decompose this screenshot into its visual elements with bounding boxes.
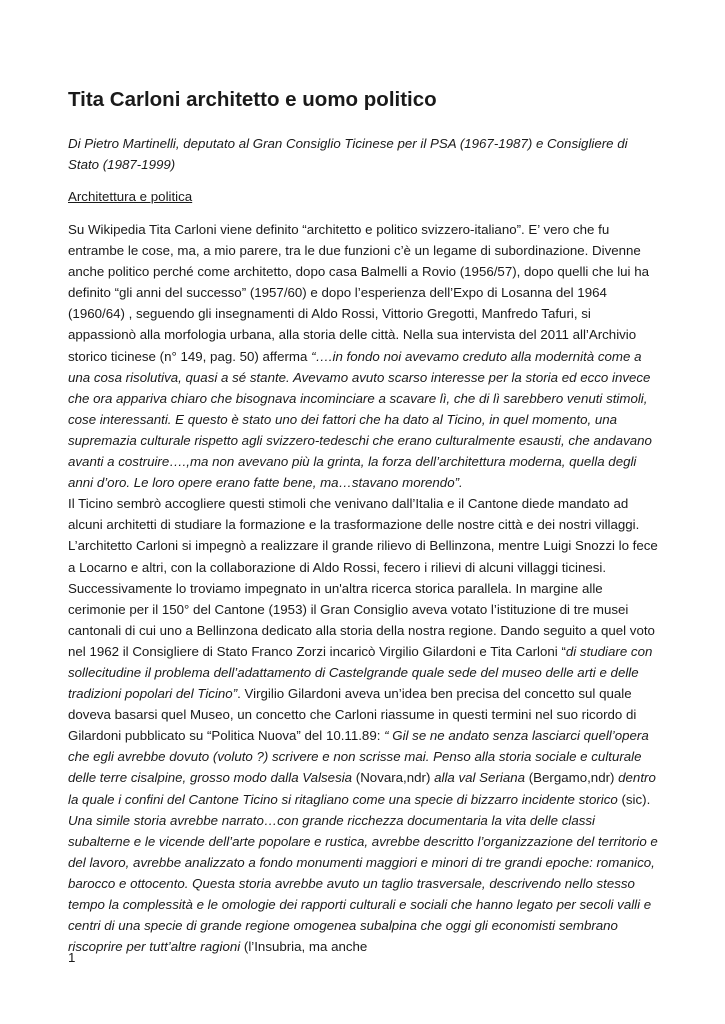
paragraph-2-quote-3: alla val Seriana (434, 770, 529, 786)
paragraph-1-text: Su Wikipedia Tita Carloni viene definito “architetto e politico svizzero-italiano”. E’ vero che fu entrambe le cose, ma, a mio parere, tra le due funzioni c’è un legame di subordinazione. Divenne anche politico perché come architetto, dopo casa Balmelli a Rovio (1956/57), dopo quelli che lui ha definito “gli anni del successo” (1957/60) e dopo l’esperienza dell’Expo di Losanna del 1964 (1960/64) , seguendo gli insegnamenti di Aldo Rossi, Vittorio Gregotti, Manfredo Tafuri, si appassionò alla morfologia urbana, alla storia delle città. Nella sua intervista del 2011 all’Archivio storico ticinese (n° 149, pag. 50) afferma (68, 222, 649, 364)
paragraph-2-text-2: . Virgilio Gilardoni aveva un’idea ben precisa del concetto sul quale doveva basarsi quel Museo, un concetto che Carloni riassume in questi termini nel suo ricordo di Gilardoni pubblicato su “Politica Nuova” del 10.11.89: (68, 686, 637, 744)
paragraph-1-quote: “….in fondo noi avevamo creduto alla modernità come a una cosa risolutiva, quasi a sé stante. Avevamo avuto scarso interesse per la storia ed ecco invece che ora appariva chiaro che bisognava incominciare a scavare lì, che di lì sarebbero venuti stimoli, cose interessanti. E questo è stato uno dei fattori che ha dato al Ticino, in quel momento, una supremazia culturale rispetto agli svizzero-tedeschi che erano culturalmente esausti, che andavano avanti a costruire….,ma non avevano più la grinta, la forza dell’architettura moderna, quella degli anni d’oro. Le loro opere erano fatte bene, ma…stavano morendo”. (68, 348, 652, 491)
paragraph-2-quote-2: “ Gil se ne andato senza lasciarci quell’opera che egli avrebbe dovuto (voluto ?) scrivere e non scrisse mai. Penso alla storia sociale e culturale delle terre cisalpine, grosso modo dalla Valsesia (68, 728, 649, 786)
paragraph-2-note-2: (Bergamo,ndr) (528, 770, 619, 786)
section-heading: Architettura e politica (68, 189, 193, 204)
body-text (68, 219, 658, 957)
paragraph-2-quote-1: di studiare con sollecitudine il problema dell’adattamento di Castelgrande quale sede del museo delle arti e delle tradizioni popolari del Ticino” (68, 643, 653, 702)
paragraph-2-text: Il Ticino sembrò accogliere questi stimoli che venivano dall’Italia e il Cantone diede mandato ad alcuni architetti di studiare la formazione e la trasformazione delle nostre città e dei nostri villaggi. L’architetto Carloni si impegnò a realizzare il grande rilievo di Bellinzona, mentre Luigi Snozzi lo fece a Locarno e altri, con la collaborazione di Aldo Rossi, fecero i rilievi di alcuni villaggi ticinesi. Successivamente lo troviamo impegnato in un'altra ricerca storica parallela. In margine alle cerimonie per il 150° del Cantone (1953) il Gran Consiglio aveva votato l’istituzione di tre musei cantonali di cui uno a Bellinzona dedicato alla storia della nostra regione. Dando seguito a quel voto nel 1962 il Consigliere di Stato Franco Zorzi incaricò Virgilio Gilardoni e Tita Carloni “ (68, 496, 658, 659)
paragraph-2-quote-5: Una simile storia avrebbe narrato…con grande ricchezza documentaria la vita delle classi subalterne e le vicende dell’arte popolare e rustica, avrebbe descritto l’organizzazione del territorio e del lavoro, avrebbe analizzato a fondo monumenti maggiori e minori di tre grandi epoche: romanico, barocco e ottocento. Questa storia avrebbe avuto un taglio trasversale, descrivendo nello stesso tempo la complessità e le omologie dei rapporti culturali e sociali che hanno legato per secoli valli e centri di una specie di grande regione omogenea subalpina che oggi gli economisti sembrano riscoprire per tutt’altre ragioni (68, 812, 658, 955)
paragraph-2-text-3: (l’Insubria, ma anche (243, 939, 368, 955)
paragraph-2-note-1: (Novara,ndr) (355, 770, 435, 786)
page-number: 1 (68, 950, 76, 965)
author-byline: Di Pietro Martinelli, deputato al Gran Consiglio Ticinese per il PSA (1967-1987) e Consigliere di Stato (1987-1999) (68, 136, 628, 172)
document-title: Tita Carloni architetto e uomo politico (68, 88, 437, 111)
paragraph-2-quote-4: dentro la quale i confini del Cantone Ticino si ritagliano come una specie di bizzarro incidente storico (68, 770, 656, 807)
paragraph-2-note-3: (sic). (621, 791, 651, 807)
